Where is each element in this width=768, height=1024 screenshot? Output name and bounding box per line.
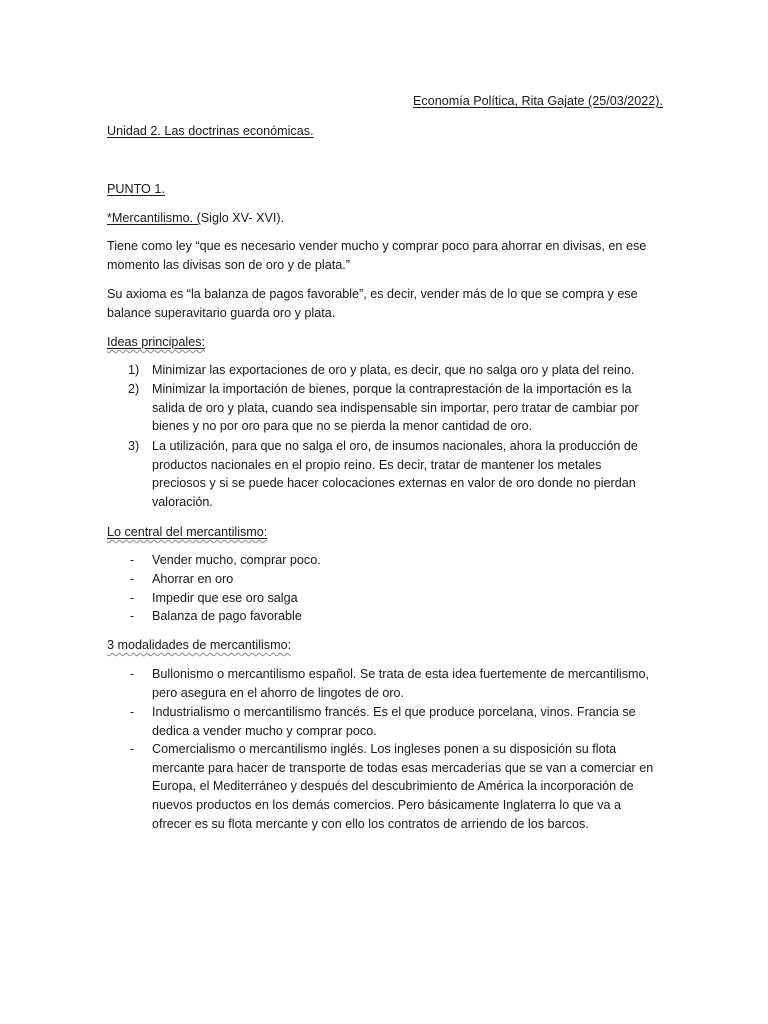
list-item: [152, 437, 638, 512]
list-item-line: Bullonismo o mercantilismo español. Se trata de esta idea fuertemente de mercantilismo,: [152, 667, 649, 681]
list-number: 3): [128, 439, 140, 453]
list-item: [152, 665, 649, 702]
mercantilism-label: *Mercantilismo. (: [107, 211, 201, 225]
list-item-line: Minimizar las exportaciones de oro y plata, es decir, que no salga oro y plata del reino.: [152, 363, 635, 377]
main-ideas-heading: [107, 333, 205, 351]
paragraph-line: momento las divisas son de oro y de plata.”: [107, 258, 350, 272]
unit-title: Unidad 2. Las doctrinas económicas.: [107, 124, 314, 138]
list-item-line: valoración.: [152, 495, 213, 510]
dash-bullet: -: [130, 705, 135, 719]
list-item-line: Minimizar la importación de bienes, porque la contraprestación de la importación es la: [152, 382, 632, 396]
mercantilism-heading: [107, 209, 284, 227]
list-item: Impedir que ese oro salga: [152, 591, 298, 605]
dash-bullet: -: [130, 667, 135, 681]
mercantilism-period: Siglo XV- XVI).: [200, 211, 285, 225]
main-ideas-heading-text: Ideas principales:: [107, 335, 206, 349]
list-item-line: nuevos productos en los demás comercios. Pero básicamente Inglaterra lo que va a: [152, 798, 622, 813]
modalities-heading: [107, 636, 291, 654]
central-heading: [107, 523, 267, 541]
list-item-line: dedica a vender mucho y comprar poco.: [152, 723, 377, 738]
list-item-line: Comercialismo o mercantilismo inglés. Los ingleses ponen a su disposición su flota: [152, 742, 617, 756]
list-item-line: ofrecer es su flota mercante y con ello los contratos de arriendo de los barcos.: [152, 816, 589, 831]
list-item-line: mercante para hacer de transporte de todas esas mercaderías que se van a comerciar en: [152, 760, 654, 775]
modalities-heading-text: 3 modalidades de mercantilismo:: [107, 638, 292, 652]
dash-bullet: -: [130, 553, 135, 567]
list-item-line: preciosos y si se puede hacer colocaciones externas en valor de oro donde no pierdan: [152, 476, 636, 491]
list-item: [152, 740, 653, 834]
dash-bullet: -: [130, 742, 135, 756]
list-item: Ahorrar en oro: [152, 572, 234, 586]
list-item-line: salida de oro y plata, cuando sea indispensable sin importar, pero tratar de cambiar por: [152, 400, 639, 415]
list-number: 2): [128, 382, 140, 396]
list-item: Vender mucho, comprar poco.: [152, 553, 321, 567]
central-heading-text: Lo central del mercantilismo:: [107, 525, 268, 539]
dash-bullet: -: [130, 572, 135, 586]
list-item-line: productos nacionales en el propio reino. Es decir, tratar de mantener los metales: [152, 457, 602, 472]
list-number: 1): [128, 363, 140, 377]
list-item: [152, 703, 636, 740]
list-item: Balanza de pago favorable: [152, 609, 302, 623]
paragraph-line: Su axioma es “la balanza de pagos favorable”, es decir, vender más de lo que se compra y ese: [107, 287, 638, 301]
list-item: [152, 380, 639, 436]
author-date-line: Economía Política, Rita Gajate (25/03/2022).: [413, 94, 663, 108]
list-item-line: pero asegura en el ahorro de lingotes de oro.: [152, 685, 405, 700]
paragraph-line: balance superavitario guarda oro y plata.: [107, 306, 336, 320]
dash-bullet: -: [130, 609, 135, 623]
list-item-line: Industrialismo o mercantilismo francés. Es el que produce porcelana, vinos. Francia se: [152, 705, 636, 719]
paragraph-line: Tiene como ley “que es necesario vender mucho y comprar poco para ahorrar en divisas, en ese: [107, 239, 647, 253]
dash-bullet: -: [130, 591, 135, 605]
section-title: PUNTO 1.: [107, 182, 165, 196]
list-item-line: bienes y no por oro para que no se pierda la menor cantidad de oro.: [152, 419, 533, 434]
list-item: [152, 361, 634, 380]
list-item-line: La utilización, para que no salga el oro, de insumos nacionales, ahora la producción de: [152, 439, 638, 453]
list-item-line: Europa, el Mediterráneo y después del descubrimiento de América la incorporación de: [152, 779, 634, 794]
